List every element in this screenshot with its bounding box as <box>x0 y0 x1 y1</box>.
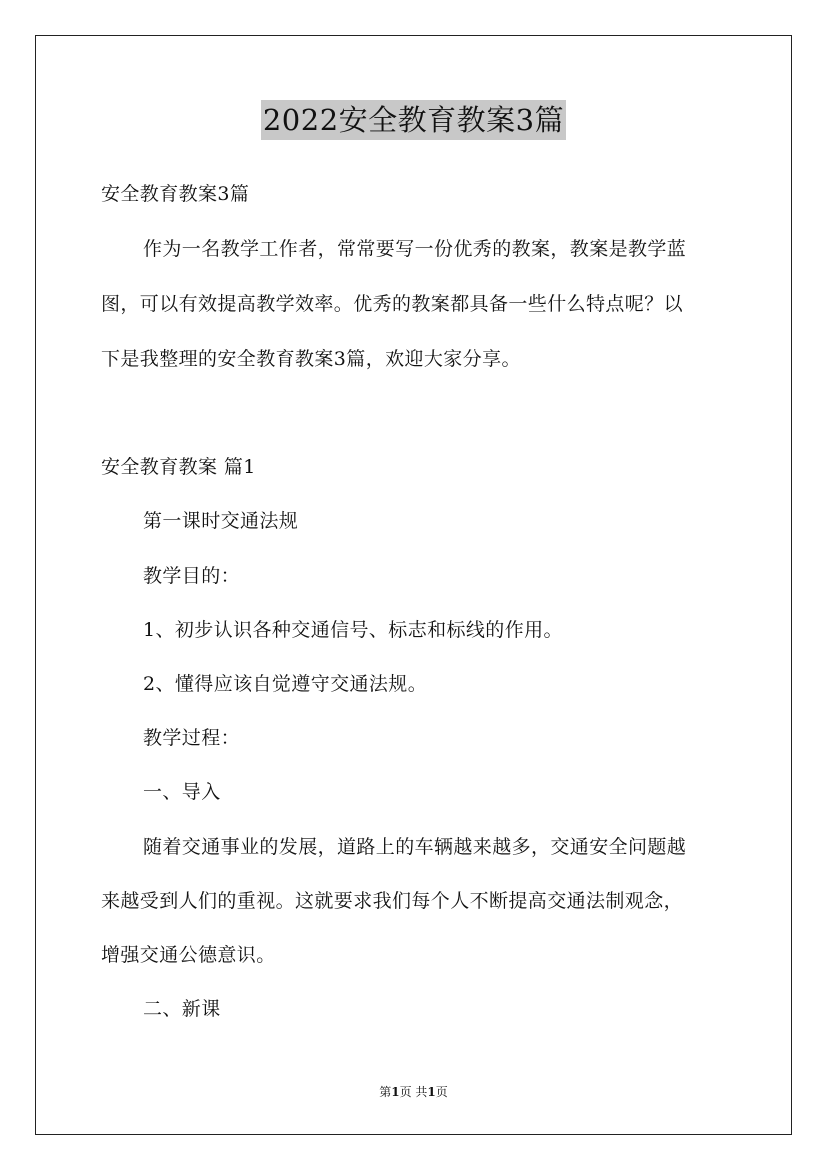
page-footer <box>0 1084 827 1100</box>
section-heading: 安全教育教案 篇1 <box>101 456 256 478</box>
step-1-line-3: 增强交通公德意识。 <box>101 944 276 966</box>
footer-suffix: 页 <box>435 1085 448 1099</box>
step-2-heading: 二、新课 <box>143 998 221 1020</box>
title-container <box>0 100 827 140</box>
step-1-line-2: 来越受到人们的重视。这就要求我们每个人不断提高交通法制观念， <box>101 890 684 912</box>
footer-page-total: 1 <box>427 1085 436 1099</box>
intro-line-1: 作为一名教学工作者，常常要写一份优秀的教案，教案是教学蓝 <box>143 238 687 260</box>
objective-2: 2、懂得应该自觉遵守交通法规。 <box>143 673 428 695</box>
footer-mid: 页 共 <box>399 1085 428 1099</box>
footer-page-number: 1 <box>391 1085 400 1099</box>
objectives-label: 教学目的： <box>143 565 241 587</box>
intro-line-2: 图，可以有效提高教学效率。优秀的教案都具备一些什么特点呢？以 <box>101 293 684 315</box>
lesson-title: 第一课时交通法规 <box>143 510 299 532</box>
process-label: 教学过程： <box>143 727 241 749</box>
objective-1: 1、初步认识各种交通信号、标志和标线的作用。 <box>143 619 563 641</box>
subtitle: 安全教育教案3篇 <box>101 183 250 205</box>
intro-line-3: 下是我整理的安全教育教案3篇，欢迎大家分享。 <box>101 348 521 370</box>
step-1-heading: 一、导入 <box>143 781 221 803</box>
document-title: 2022安全教育教案3篇 <box>261 100 566 140</box>
footer-prefix: 第 <box>379 1085 392 1099</box>
step-1-line-1: 随着交通事业的发展，道路上的车辆越来越多，交通安全问题越 <box>143 836 687 858</box>
